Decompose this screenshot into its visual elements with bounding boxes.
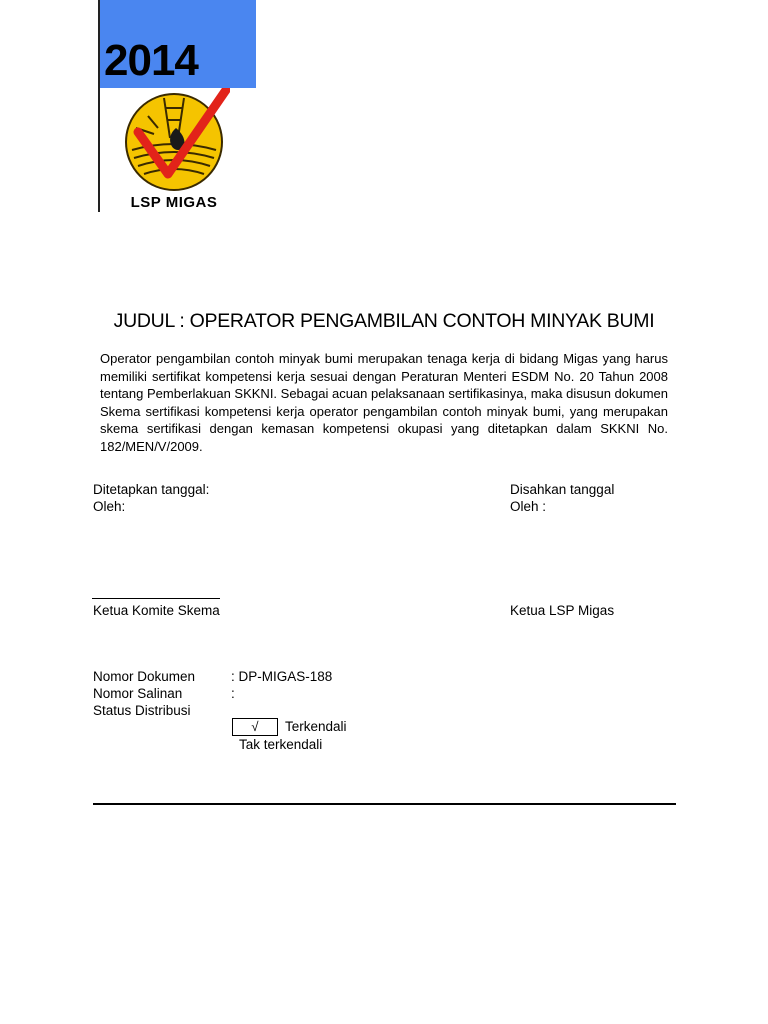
- approved-by-label: Oleh :: [510, 499, 547, 514]
- document-title: JUDUL : OPERATOR PENGAMBILAN CONTOH MINYAK BUMI: [113, 310, 655, 332]
- established-by-label: Oleh:: [93, 499, 126, 514]
- left-signer-title: Ketua Komite Skema: [93, 603, 220, 618]
- approved-date-label: Disahkan tanggal: [510, 482, 615, 497]
- controlled-checkbox[interactable]: √: [232, 718, 278, 736]
- copy-number-label: Nomor Salinan: [93, 686, 183, 701]
- distribution-status-label: Status Distribusi: [93, 703, 191, 718]
- document-number-label: Nomor Dokumen: [93, 669, 196, 684]
- header-vertical-line: [98, 0, 100, 212]
- description-paragraph: Operator pengambilan contoh minyak bumi merupakan tenaga kerja di bidang Migas yang harus memiliki sertifikat kompetensi kerja sesuai dengan Peraturan Menteri ESDM No. 20 Tahun 2008 tentang Pemberlakuan SKKNI. Sebagai acuan pelaksanaan sertifikasinya, maka disusun dokumen Skema sertifikasi kompetensi kerja operator pengambilan contoh minyak bumi, yang merupakan skema sertifikasi dengan kemasan kompetensi okupasi yang ditetapkan dalam SKKNI No. 182/MEN/V/2009.: [100, 351, 669, 454]
- uncontrolled-label: Tak terkendali: [239, 737, 323, 752]
- signature-line: [92, 598, 220, 599]
- controlled-label: Terkendali: [285, 719, 347, 734]
- document-number-value: : DP-MIGAS-188: [231, 669, 333, 684]
- lsp-migas-logo: [118, 88, 230, 214]
- document-year: 2014: [104, 36, 198, 85]
- right-signer-title: Ketua LSP Migas: [510, 603, 615, 618]
- logo-label: LSP MIGAS: [130, 194, 218, 211]
- established-date-label: Ditetapkan tanggal:: [93, 482, 210, 497]
- lsp-migas-emblem-icon: [118, 88, 230, 192]
- bottom-rule: [93, 803, 676, 805]
- copy-number-value: :: [231, 686, 235, 701]
